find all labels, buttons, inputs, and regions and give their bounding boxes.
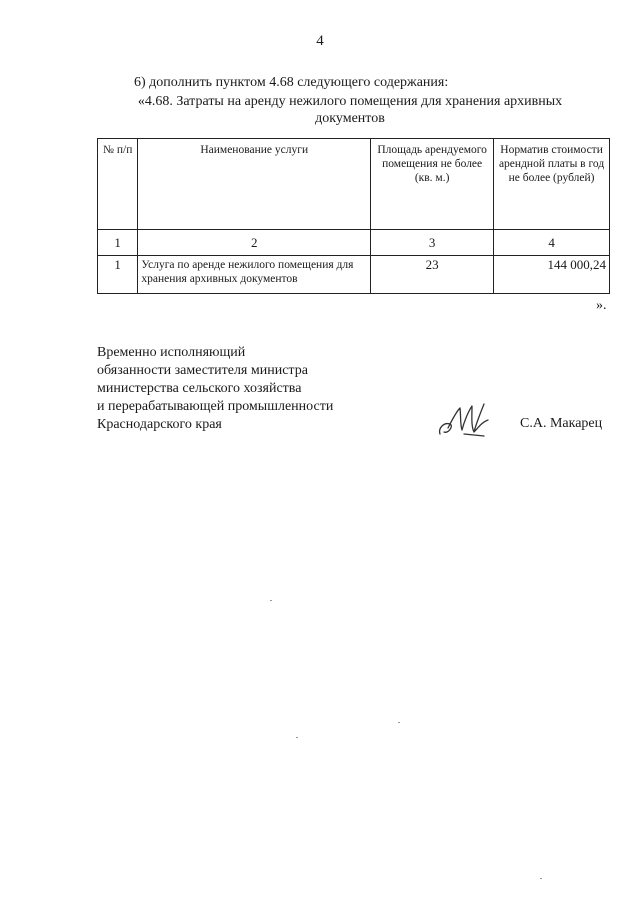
header-area: Площадь арендуемого помещения не более (кв. м.) [371,139,494,230]
signatory-line: министерства сельского хозяйства [97,381,302,396]
table-header-row [98,139,610,230]
scan-speck [296,737,298,738]
table-row [98,256,610,294]
scan-speck [540,878,542,879]
column-number: 3 [371,230,494,256]
row-service-name: Услуга по аренде нежилого помещения для хранения архивных документов [138,256,371,294]
norms-table [97,138,610,294]
signatory-title [97,344,333,434]
scan-speck [398,722,400,723]
column-number: 4 [494,230,610,256]
signatory-line: и перерабатывающей промышленности [97,399,334,414]
amendment-instruction: 6) дополнить пунктом 4.68 следующего содержания: [134,75,449,90]
closing-quote: ». [596,298,607,313]
header-norm: Норматив стоимости арендной платы в год не более (рублей) [494,139,610,230]
signatory-line: Временно исполняющий [97,345,246,360]
column-number: 1 [98,230,138,256]
row-number: 1 [98,256,138,294]
signer-name: С.А. Макарец [520,416,603,431]
handwritten-signature [434,398,494,442]
page-number: 4 [316,33,324,49]
section-title-line-2: документов [315,111,385,126]
column-number: 2 [138,230,371,256]
header-service-name: Наименование услуги [138,139,371,230]
signatory-line: Краснодарского края [97,417,222,432]
header-number: № п/п [98,139,138,230]
signatory-line: обязанности заместителя министра [97,363,308,378]
row-area: 23 [371,256,494,294]
row-norm: 144 000,24 [494,256,610,294]
scan-speck [270,600,272,601]
section-title [100,93,600,127]
column-number-row [98,230,610,256]
section-title-line-1: «4.68. Затраты на аренду нежилого помещения для хранения архивных [137,94,563,109]
